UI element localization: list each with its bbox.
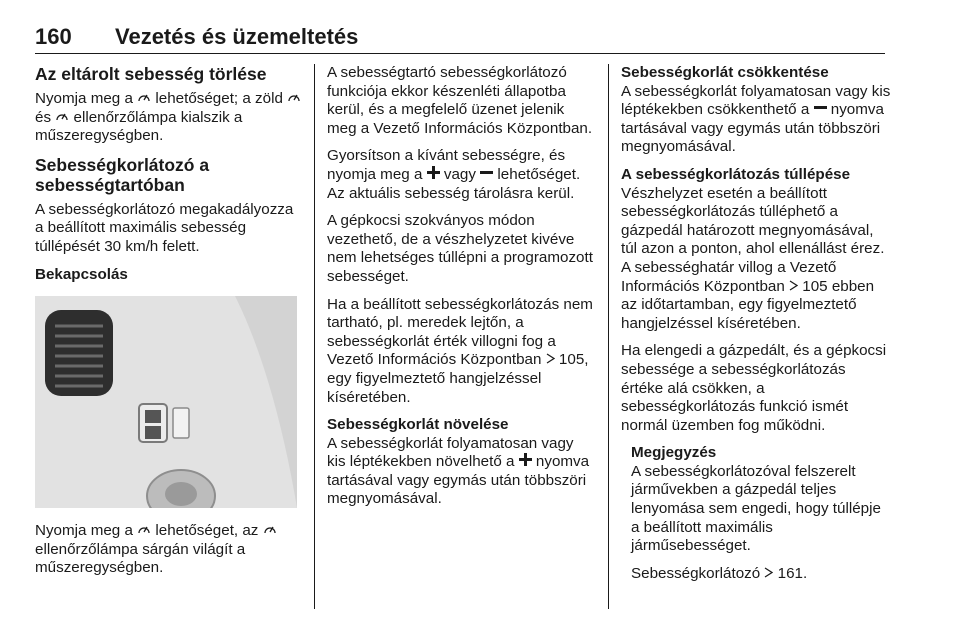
note-title: Megjegyzés (631, 444, 717, 462)
paragraph: Nyomja meg a lehetőséget, az ellenőrzőlámpa sárgán világít a műszeregységben. (35, 522, 303, 578)
speed-limiter-icon (137, 90, 151, 109)
paragraph: Ha a beállított sebességkorlátozás nem tartható, pl. meredek lejtőn, a sebességkorlát érték villogni fog a Vezető Információs Központban 105, egy figyelmeztető hangjelzéssel kíséretében. (327, 295, 593, 406)
page-reference-icon (764, 565, 773, 584)
heading-switch-on: Bekapcsolás (35, 265, 128, 283)
speed-limiter-icon (137, 522, 151, 541)
paragraph: Vészhelyzet esetén a beállított sebességkorlátozás túlléphető a gázpedál határozott megnyomásával, túl azon a ponton, ahol ellenállást érez. A sebességhatár villog a Vezető Információs Központban 105 ebben az időtartamban, egy figyelmeztető hangjelzéssel kíséretében. (621, 184, 885, 332)
column-3 (621, 64, 891, 592)
page-reference-link[interactable]: 105 (558, 351, 585, 369)
note-reference: Sebességkorlátozó 161. (631, 564, 808, 582)
column-divider (314, 64, 315, 609)
column-divider (608, 64, 609, 609)
speed-limiter-icon (287, 90, 301, 109)
minus-icon (480, 166, 493, 185)
heading-delete-stored-speed: Az eltárolt sebesség törlése (35, 64, 267, 84)
column-1 (35, 64, 303, 587)
column-2 (327, 64, 595, 518)
plus-icon (427, 166, 440, 185)
paragraph: Ha elengedi a gázpedált, és a gépkocsi sebessége a sebességkorlátozás értéke alá csökken, a sebességkorlátozás funkció ismét normál üzemben fog működni. (621, 342, 887, 434)
note-box (631, 444, 891, 583)
paragraph: Nyomja meg a lehetőséget; a zöld és ellenőrzőlámpa kialszik a műszeregységben. (35, 90, 303, 146)
page-reference-link[interactable]: 105 (802, 277, 828, 295)
page-reference-link[interactable]: 161. (777, 564, 808, 582)
paragraph: A sebességkorlátozó megakadályozza a beállított maximális sebesség túllépését 30 km/h felett. (35, 200, 294, 255)
page-reference-icon (546, 351, 555, 370)
chapter-title: Vezetés és üzemeltetés (115, 24, 359, 49)
minus-icon (814, 101, 827, 120)
note-body: A sebességkorlátozóval felszerelt járművekben a gázpedál teljes lenyomása sem engedi, hogy túllépje a beállított maximális járműsebességet. (631, 462, 881, 555)
page-reference-icon (789, 278, 798, 297)
paragraph: A sebességtartó sebességkorlátozó funkciója ekkor készenléti állapotba kerül, és a megfelelő üzenet jelenik meg a Vezető Információs Központban. (327, 64, 593, 137)
header-rule (35, 53, 885, 54)
paragraph: Gyorsítson a kívánt sebességre, és nyomja meg a vagy lehetőséget. Az aktuális sebesség tárolásra kerül. (327, 147, 581, 202)
speed-limiter-icon (263, 522, 277, 541)
page-number: 160 (35, 24, 72, 49)
paragraph: A sebességkorlát folyamatosan vagy kis léptékekben növelhető a nyomva tartásával vagy egymás után többszöri megnyomásával. (327, 434, 590, 508)
dashboard-photo (35, 296, 297, 508)
speed-limiter-icon (55, 109, 69, 128)
page-header (35, 22, 885, 52)
heading-increase-limit: Sebességkorlát növelése (327, 416, 509, 434)
heading-limiter-in-cruise: Sebességkorlátozó a sebességtartóban (35, 154, 210, 195)
plus-icon (519, 453, 532, 472)
heading-exceed-limit: A sebességkorlátozás túllépése (621, 165, 851, 183)
paragraph: A sebességkorlát folyamatosan vagy kis léptékekben csökkenthető a nyomva tartásával vagy egymás után többszöri megnyomásával. (621, 82, 891, 156)
paragraph: A gépkocsi szokványos módon vezethető, de a vészhelyzetet kivéve nem lehetséges túllépni a programozott sebességet. (327, 212, 593, 285)
heading-decrease-limit: Sebességkorlát csökkentése (621, 64, 829, 81)
